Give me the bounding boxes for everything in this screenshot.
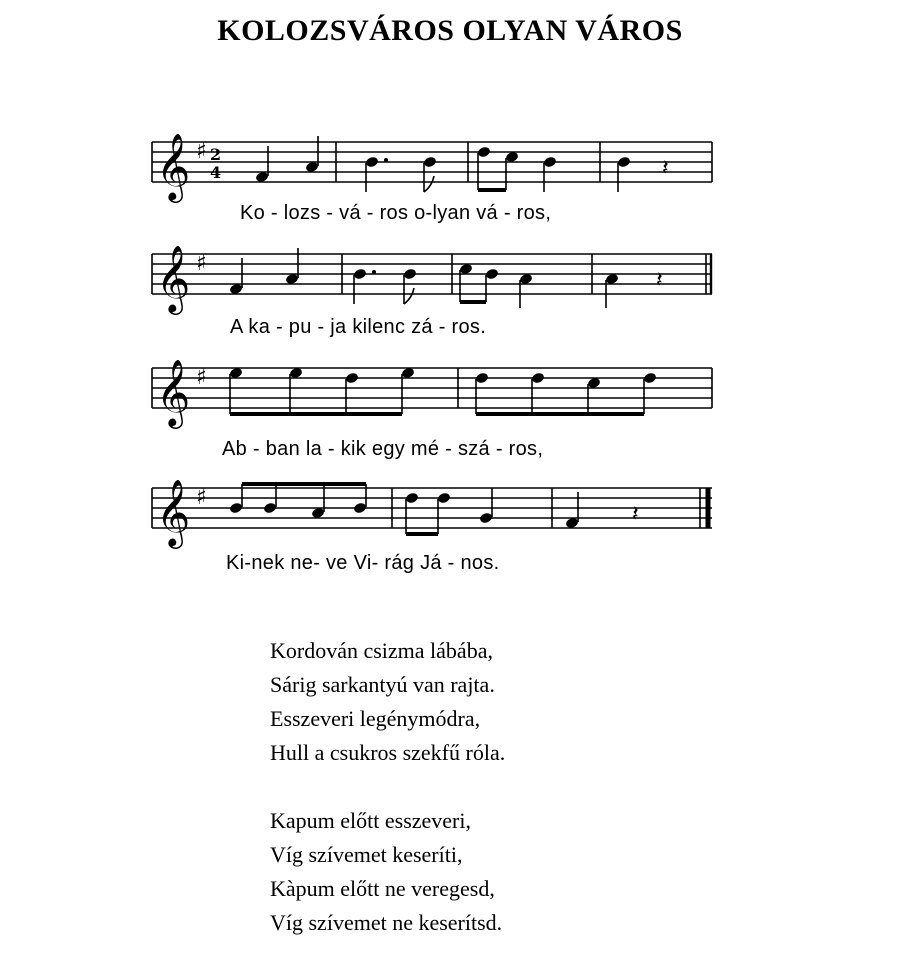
verse-line: Kordován csizma lábába, <box>270 638 493 663</box>
staff-system-1 <box>0 128 900 238</box>
key-sharp-icon: ♯ <box>196 365 207 390</box>
notes-measure-6 <box>353 268 417 304</box>
notes-measure-12 <box>405 488 493 534</box>
notes-measure-2 <box>365 156 437 192</box>
verse-line: Víg szívemet keseríti, <box>270 842 463 867</box>
verse-line: Hull a csukros szekfű róla. <box>270 740 506 765</box>
lyric-line-1: Ko - lozs - vá - ros o-lyan vá - ros, <box>240 202 552 224</box>
time-signature-bottom: 4 <box>210 163 222 182</box>
treble-clef-icon: 𝄞 <box>156 358 191 426</box>
verse-line: Víg szívemet ne keserítsd. <box>270 910 503 935</box>
song-title: KOLOZSVÁROS OLYAN VÁROS <box>217 14 683 47</box>
verse-line: Sárig sarkantyú van rajta. <box>270 672 495 697</box>
stanza-1 <box>270 634 790 770</box>
key-sharp-icon: ♯ <box>196 139 207 164</box>
lyric-line-3: Ab - ban la - kik egy mé - szá - ros, <box>222 438 544 460</box>
stanza-2 <box>270 804 790 940</box>
notes-measure-4 <box>617 156 669 192</box>
notes-measure-9 <box>229 367 415 414</box>
key-sharp-icon: ♯ <box>196 251 207 276</box>
lyric-line-4: Ki-nek ne- ve Vi- rág Já - nos. <box>226 552 500 574</box>
lyric-line-2: A ka - pu - ja kilenc zá - ros. <box>230 316 487 338</box>
music-staff-3 <box>0 354 900 434</box>
treble-clef-icon: 𝄞 <box>156 478 191 546</box>
notes-measure-5 <box>229 248 299 295</box>
music-staff-1 <box>0 128 900 208</box>
quarter-rest-icon: 𝄽 <box>656 268 663 293</box>
treble-clef-icon: 𝄞 <box>156 132 191 200</box>
notes-measure-1 <box>255 136 319 183</box>
notes-measure-7 <box>459 263 533 308</box>
time-signature-top: 2 <box>210 145 222 164</box>
staff-system-4 <box>0 474 900 586</box>
quarter-rest-icon: 𝄽 <box>632 502 639 527</box>
verse-line: Esszeveri legénymódra, <box>270 706 481 731</box>
treble-clef-icon: 𝄞 <box>156 244 191 312</box>
music-staff-4 <box>0 474 900 554</box>
verse-line: Kàpum előtt ne veregesd, <box>270 876 495 901</box>
music-staff-2 <box>0 240 900 320</box>
staff-system-2 <box>0 240 900 350</box>
notes-measure-11 <box>229 484 367 519</box>
verse-line: Kapum előtt esszeveri, <box>270 808 471 833</box>
key-sharp-icon: ♯ <box>196 485 207 510</box>
verses <box>270 634 790 974</box>
staff-system-3 <box>0 354 900 466</box>
quarter-rest-icon: 𝄽 <box>662 156 669 181</box>
